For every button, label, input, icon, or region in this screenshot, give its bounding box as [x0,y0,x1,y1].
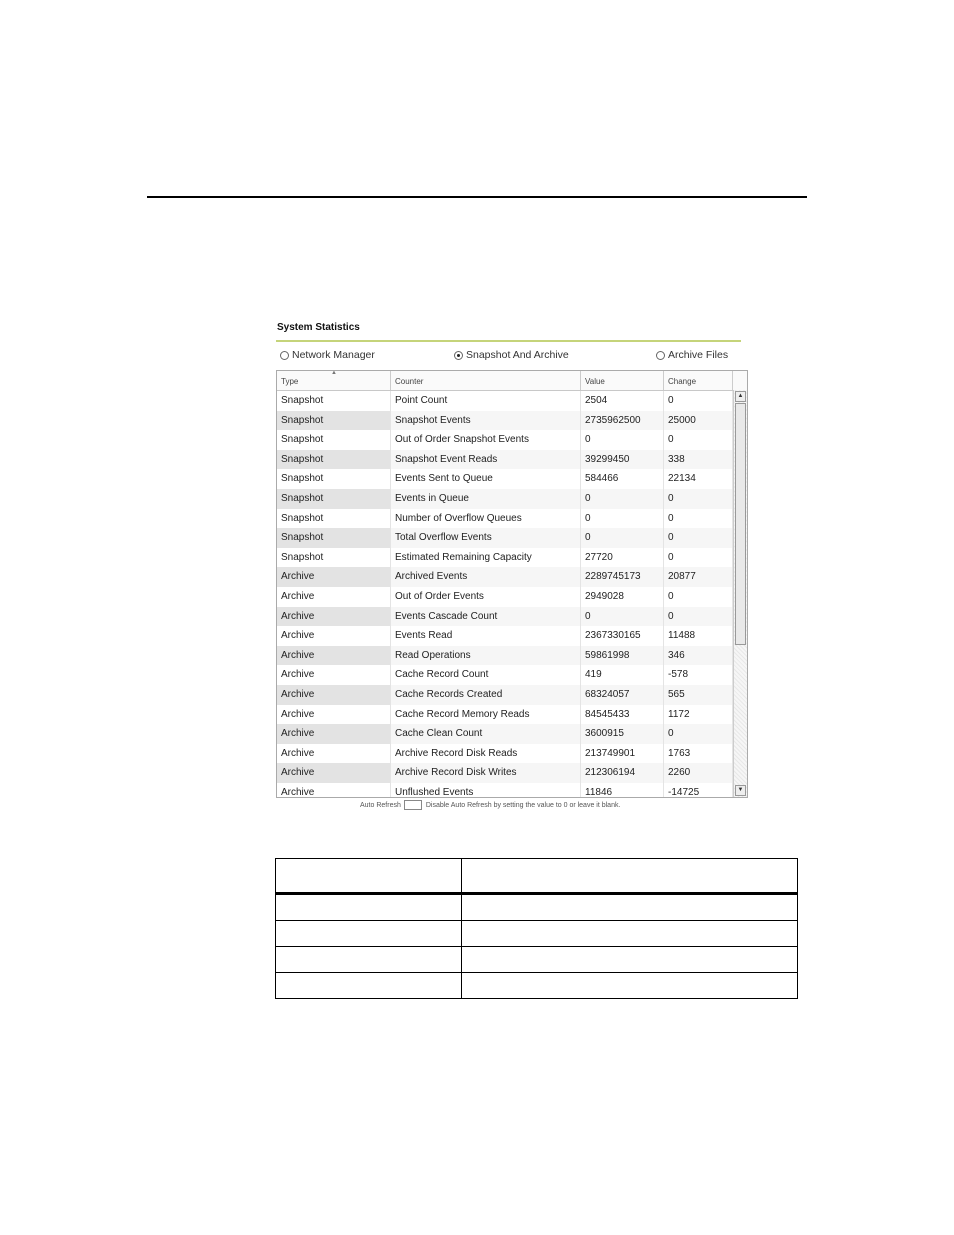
cell-type: Snapshot [277,528,391,548]
table-row[interactable] [277,607,733,627]
cell-value: 0 [581,430,664,450]
table-row [276,947,798,973]
cell-value: 419 [581,665,664,685]
table-row[interactable] [277,665,733,685]
cell-change: 565 [664,685,733,705]
table-row[interactable] [277,509,733,529]
scroll-up-icon[interactable]: ▲ [735,391,746,402]
cell-change: 0 [664,489,733,509]
page-header-rule [147,196,807,198]
cell-counter: Out of Order Snapshot Events [391,430,581,450]
column-header-counter[interactable]: Counter [391,371,581,390]
cell-value: 2504 [581,391,664,411]
table-row[interactable] [277,489,733,509]
cell-value: 59861998 [581,646,664,666]
cell-value: 68324057 [581,685,664,705]
cell-type: Archive [277,587,391,607]
cell-change: 22134 [664,469,733,489]
table-row[interactable] [277,450,733,470]
column-header-change[interactable]: Change [664,371,733,390]
radio-checked-icon [454,351,463,360]
cell-counter: Estimated Remaining Capacity [391,548,581,568]
table-row[interactable] [277,430,733,450]
cell-counter: Cache Clean Count [391,724,581,744]
cell-value: 2735962500 [581,411,664,431]
cell-change: 20877 [664,567,733,587]
cell-value: 2949028 [581,587,664,607]
auto-refresh-label: Auto Refresh [360,801,401,809]
cell-type: Archive [277,763,391,783]
cell-type: Archive [277,685,391,705]
cell-type: Snapshot [277,548,391,568]
cell-counter: Snapshot Events [391,411,581,431]
cell-change: -578 [664,665,733,685]
column-header-value[interactable]: Value [581,371,664,390]
cell-counter: Unflushed Events [391,783,581,798]
cell-type: Snapshot [277,411,391,431]
cell-change: 0 [664,587,733,607]
table-row[interactable] [277,548,733,568]
view-selector [276,342,748,370]
cell-change: 346 [664,646,733,666]
cell-counter: Archive Record Disk Writes [391,763,581,783]
cell-value: 0 [581,489,664,509]
cell-counter: Snapshot Event Reads [391,450,581,470]
scroll-down-icon[interactable]: ▼ [735,785,746,796]
cell-type: Archive [277,744,391,764]
cell-change: 0 [664,548,733,568]
table-row[interactable] [277,763,733,783]
table-row[interactable] [277,411,733,431]
cell-type: Archive [277,607,391,627]
cell-value: 213749901 [581,744,664,764]
cell-change: 0 [664,607,733,627]
cell-change: 11488 [664,626,733,646]
cell-type: Archive [277,724,391,744]
cell-type: Snapshot [277,509,391,529]
cell-type: Archive [277,567,391,587]
cell-type: Snapshot [277,430,391,450]
cell-change: 0 [664,509,733,529]
blank-table [275,858,798,999]
auto-refresh-input[interactable] [404,800,422,810]
cell-type: Snapshot [277,450,391,470]
cell-value: 0 [581,509,664,529]
grid-body [277,391,733,798]
cell-counter: Cache Record Memory Reads [391,705,581,725]
cell-change: 2260 [664,763,733,783]
cell-change: 1763 [664,744,733,764]
cell-change: 338 [664,450,733,470]
sort-caret-icon: ▲ [331,370,337,376]
radio-circle-icon [280,351,289,360]
cell-change: 25000 [664,411,733,431]
vertical-scrollbar[interactable] [733,390,747,797]
cell-value: 84545433 [581,705,664,725]
cell-type: Archive [277,646,391,666]
cell-counter: Cache Record Count [391,665,581,685]
cell-counter: Archive Record Disk Reads [391,744,581,764]
cell-change: 0 [664,391,733,411]
radio-snapshot-and-archive[interactable] [454,349,569,361]
cell-counter: Archived Events [391,567,581,587]
cell-type: Archive [277,665,391,685]
cell-counter: Read Operations [391,646,581,666]
cell-type: Archive [277,626,391,646]
cell-change: 0 [664,430,733,450]
cell-counter: Total Overflow Events [391,528,581,548]
cell-value: 27720 [581,548,664,568]
cell-type: Snapshot [277,469,391,489]
table-row [276,894,798,921]
cell-type: Archive [277,783,391,798]
table-row [276,859,798,894]
table-row[interactable] [277,587,733,607]
radio-label: Network Manager [292,349,375,361]
cell-change: 0 [664,528,733,548]
table-row[interactable] [277,705,733,725]
table-row[interactable] [277,528,733,548]
table-row[interactable] [277,685,733,705]
panel-title: System Statistics [276,320,741,342]
cell-value: 212306194 [581,763,664,783]
cell-value: 11846 [581,783,664,798]
radio-archive-files[interactable] [656,349,728,361]
scroll-thumb[interactable] [735,403,746,645]
cell-change: -14725 [664,783,733,798]
table-row[interactable] [277,626,733,646]
table-row[interactable] [277,724,733,744]
table-row[interactable] [277,783,733,798]
auto-refresh-hint: Disable Auto Refresh by setting the value to 0 or leave it blank. [425,801,621,809]
cell-value: 3600915 [581,724,664,744]
cell-type: Snapshot [277,489,391,509]
statistics-grid [276,370,748,798]
cell-counter: Events Read [391,626,581,646]
cell-value: 2289745173 [581,567,664,587]
table-row[interactable] [277,469,733,489]
cell-value: 0 [581,607,664,627]
cell-value: 39299450 [581,450,664,470]
cell-change: 0 [664,724,733,744]
radio-circle-icon [656,351,665,360]
cell-counter: Events Cascade Count [391,607,581,627]
cell-counter: Point Count [391,391,581,411]
auto-refresh-bar [360,800,620,810]
cell-value: 0 [581,528,664,548]
cell-counter: Number of Overflow Queues [391,509,581,529]
column-header-type[interactable]: Type ▲ [277,371,391,390]
radio-network-manager[interactable] [280,349,375,361]
table-row[interactable] [277,567,733,587]
cell-type: Archive [277,705,391,725]
grid-header [277,371,747,391]
cell-counter: Cache Records Created [391,685,581,705]
table-row [276,921,798,947]
cell-counter: Out of Order Events [391,587,581,607]
cell-counter: Events in Queue [391,489,581,509]
cell-counter: Events Sent to Queue [391,469,581,489]
table-row[interactable] [277,391,733,411]
cell-value: 584466 [581,469,664,489]
radio-label: Archive Files [668,349,729,361]
cell-value: 2367330165 [581,626,664,646]
table-row[interactable] [277,646,733,666]
table-row [276,973,798,999]
cell-type: Snapshot [277,391,391,411]
cell-change: 1172 [664,705,733,725]
table-row[interactable] [277,744,733,764]
system-statistics-panel [276,320,748,809]
radio-label: Snapshot And Archive [466,349,569,361]
